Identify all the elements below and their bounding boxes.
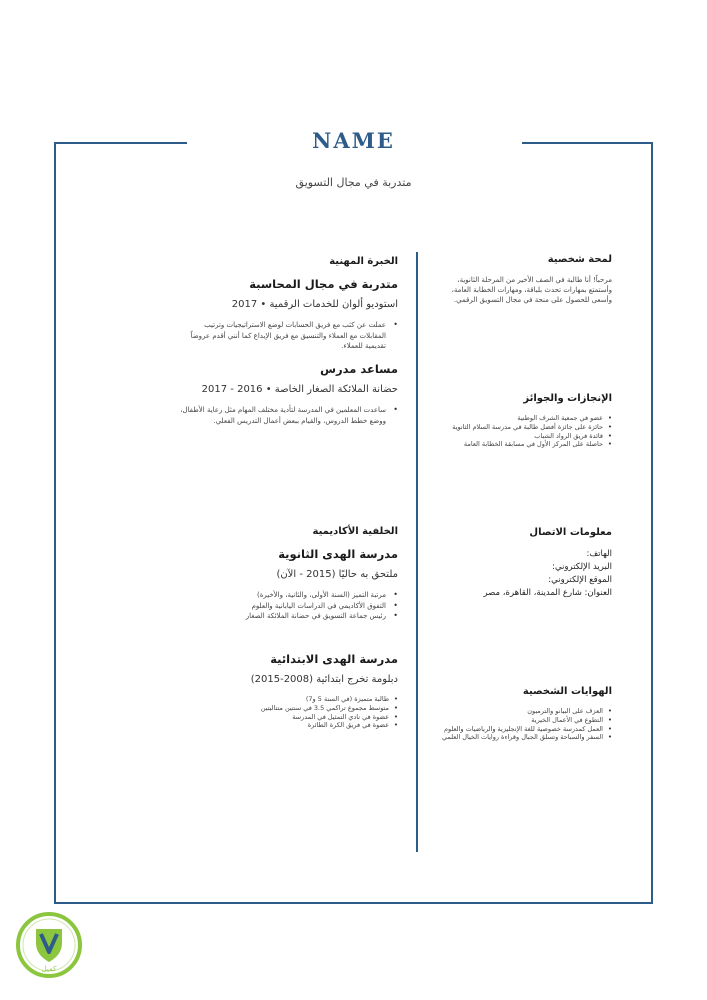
- education-title: الخلفية الأكاديمية: [312, 526, 398, 537]
- hobbies-title: الهوايات الشخصية: [522, 686, 612, 697]
- job-title: مساعد مدرس: [320, 362, 398, 376]
- achievements-title: الإنجازات والجوائز: [523, 393, 612, 404]
- list-item: • العمل كمدرسة خصوصية للغة الإنجليزية والرياضيات والعلوم: [436, 725, 612, 734]
- resume-name: NAME: [312, 128, 395, 153]
- job-title: متدربة في مجال المحاسبة: [249, 277, 398, 291]
- list-item: • متوسط مجموع تراكمي 3.5 في سنتين متتاليتين: [176, 704, 398, 713]
- school-status: دبلومة تخرج ابتدائية (2008-2015): [250, 674, 398, 685]
- contact-address: العنوان: شارع المدينة، القاهرة، مصر: [483, 588, 612, 598]
- list-item: • السفر والسباحة وتسلق الجبال وقراءة روايات الخيال العلمي: [436, 733, 612, 742]
- job-company: حضانة الملائكة الصغار الخاصة • 2016 - 2017: [201, 384, 398, 395]
- list-item: • حائزة على جائزة أفضل طالبة في مدرسة السلام الثانوية: [436, 423, 612, 432]
- contact-phone: الهاتف:: [586, 549, 612, 559]
- list-item: • مرتبة التميز (السنة الأولى، والثانية، والأخيرة): [176, 590, 398, 601]
- job-bullets: [176, 405, 398, 426]
- school-bullets: [176, 695, 398, 730]
- education-school-2: [176, 652, 398, 730]
- list-item: • عضوة في فريق الكرة الطائرة: [176, 721, 398, 730]
- school-bullets: [176, 590, 398, 622]
- list-item: • ساعدت المعلمين في المدرسة لتأدية مختلف المهام مثل رعاية الأطفال، ووضع خطط الدروس، والقيام ببعض أعمال التدريس الفعلي.: [176, 405, 398, 426]
- experience-section: [176, 256, 398, 352]
- frame-right-line: [651, 142, 653, 904]
- list-item: • حاصلة على المركز الأول في مسابقة الخطابة العامة: [436, 440, 612, 449]
- contact-section: [436, 527, 612, 600]
- frame-left-line: [54, 142, 56, 904]
- list-item: • العزف على البيانو والترمبون: [436, 707, 612, 716]
- contact-website: الموقع الإلكتروني:: [548, 575, 612, 585]
- list-item: • رئيس جماعة التسويق في حضانة الملائكة الصغار: [176, 611, 398, 622]
- list-item: • قائدة فريق الرواد الشباب: [436, 432, 612, 441]
- experience-job-2: [176, 362, 398, 426]
- list-item: • التفوق الأكاديمي في الدراسات اليابانية والعلوم: [176, 601, 398, 612]
- experience-title: الخبرة المهنية: [329, 256, 398, 267]
- profile-text: مرحباً! أنا طالبة في الصف الأخير من المرحلة الثانوية، وأستمتع بمهارات تحدث بلباقة، ومهارات الخطابة العامة، وأسعى للحصول على منحة في مجال التسويق الرقمي.: [451, 276, 612, 304]
- achievements-list: [436, 414, 612, 449]
- job-company: استوديو ألوان للخدمات الرقمية • 2017: [231, 299, 398, 310]
- job-bullets: [176, 320, 398, 352]
- list-item: • عملت عن كثب مع فريق الحسابات لوضع الاستراتيجيات وترتيب المقابلات مع العملاء والتنسيق مع فريق الإبداع كما أنني أقدم عروضاً تقديمية للعملاء.: [176, 320, 398, 352]
- school-name: مدرسة الهدى الابتدائية: [270, 652, 398, 666]
- hobbies-list: [436, 707, 612, 742]
- kameel-logo-icon: [14, 912, 84, 982]
- education-section: [176, 526, 398, 622]
- contact-email: البريد الإلكتروني:: [552, 562, 612, 572]
- list-item: • عضوة في نادي التمثيل في المدرسة: [176, 713, 398, 722]
- list-item: • التطوع في الأعمال الخيرية: [436, 716, 612, 725]
- school-status: ملتحق به حاليًا (2015 - الآن): [276, 569, 398, 580]
- profile-section: [436, 254, 612, 305]
- profile-title: لمحة شخصية: [547, 254, 612, 265]
- frame-bottom-line: [54, 902, 653, 904]
- list-item: • عضو في جمعية الشرف الوطنية: [436, 414, 612, 423]
- logo-text: كميل: [41, 965, 57, 973]
- school-name: مدرسة الهدى الثانوية: [278, 547, 398, 561]
- contact-title: معلومات الاتصال: [529, 527, 612, 538]
- list-item: • طالبة متميزة (في السنة 5 و7): [176, 695, 398, 704]
- hobbies-section: [436, 686, 612, 742]
- column-divider: [416, 252, 418, 852]
- achievements-section: [436, 393, 612, 449]
- resume-subtitle: متدربة في مجال التسويق: [295, 176, 412, 189]
